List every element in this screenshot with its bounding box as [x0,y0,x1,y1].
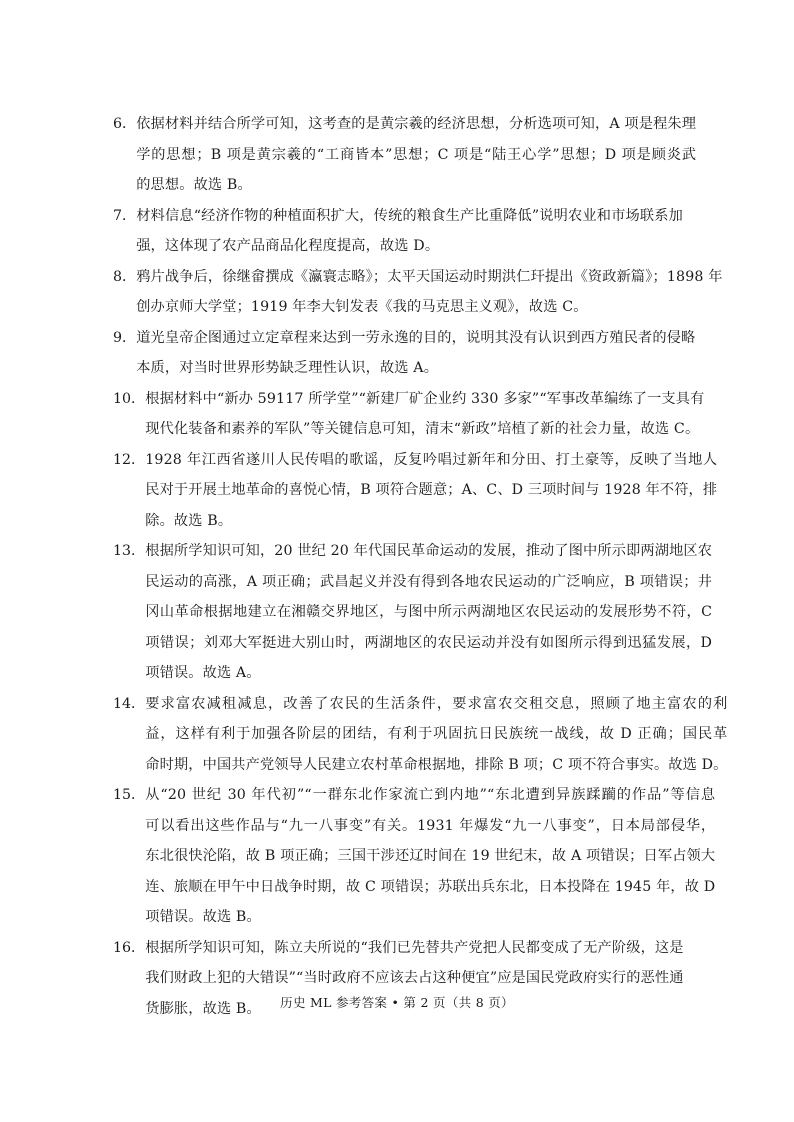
answer-line: 项错误。故选 B。 [145,909,261,925]
answer-number: 6． [113,116,137,132]
answer-text [136,109,696,201]
answer-item [113,689,728,781]
answer-number: 12． [113,451,146,468]
answer-line: 根据所学知识可知，20 世纪 20 年代国民革命运动的发展，推动了图中所示即两湖地区农 [145,543,713,559]
answer-item [113,384,705,445]
answer-line: 益，这样有利于加强各阶层的团结，有利于巩固抗日民族统一战线，故 D 正确；国民革 [145,726,728,742]
answer-number: 9． [113,329,137,346]
answer-line: 除。故选 B。 [145,512,233,529]
answer-item [113,445,718,537]
answer-text [145,536,712,689]
answer-line: 材料信息“经济作物的种植面积扩大，传统的粮食生产比重降低”说明农业和市场联系加 [136,207,683,224]
answer-line: 项错误。故选 A。 [145,665,261,681]
page-footer: 历史 ML 参考答案 • 第 2 页（共 8 页） [280,995,514,1010]
answer-number: 7． [113,207,137,224]
answer-line: 要求富农减租减息，改善了农民的生活条件，要求富农交租交息，照顾了地主富农的利 [145,695,728,712]
answer-number: 8． [113,268,137,285]
answer-line: 民运动的高涨，A 项正确；武昌起义并没有得到各地农民运动的广泛响应，B 项错误；井 [145,573,713,590]
answer-line: 从“20 世纪 30 年代初”“一群东北作家流亡到内地”“东北遭到异族蹂躏的作品”等信息 [145,787,716,803]
answer-line: 道光皇帝企图通过立定章程来达到一劳永逸的目的，说明其没有认识到西方殖民者的侵略 [136,329,696,346]
answer-text [145,445,717,537]
answer-number: 14． [113,695,146,712]
answer-line: 我们财政上犯的大错误”“当时政府不应该去占这种便宜”应是国民党政府实行的恶性通 [145,970,684,986]
answer-item [113,262,723,323]
answer-number: 15． [113,787,146,803]
answer-line: 鸦片战争后，徐继畲撰成《瀛寰志略》；太平天国运动时期洪仁玕提出《资政新篇》；1898 年 [136,268,723,285]
answer-item [113,201,683,262]
answer-line: 依据材料并结合所学可知，这考查的是黄宗羲的经济思想，分析选项可知，A 项是程朱理 [136,116,697,132]
answer-line: 的思想。故选 B。 [136,177,252,193]
answer-number: 10． [113,390,146,407]
answer-text [145,689,727,781]
answer-line: 货膨胀，故选 B。 [145,1000,261,1017]
answer-line: 1928 年江西省遂川人民传唱的歌谣，反复吟唱过新年和分田、打土豪等，反映了当地人 [145,451,718,468]
answer-text [145,384,704,445]
answer-line: 东北很快沦陷，故 B 项正确；三国干涉还辽时间在 19 世纪末，故 A 项错误；日军占领大 [145,848,716,864]
answer-item [113,780,716,933]
answer-line: 命时期，中国共产党领导人民建立农村革命根据地，排除 B 项；C 项不符合事实。故选 D。 [145,756,728,773]
answer-text [136,201,683,262]
answer-line: 创办京师大学堂；1919 年李大钊发表《我的马克思主义观》，故选 C。 [136,299,588,315]
answer-line: 本质，对当时世界形势缺乏理性认识，故选 A。 [136,360,439,376]
answer-line: 根据材料中“新办 59117 所学堂”“新建厂矿企业约 330 多家”“军事改革编练了一支具有 [145,390,705,407]
answer-line: 冈山革命根据地建立在湘赣交界地区，与图中所示两湖地区农民运动的发展形势不符，C [145,604,713,620]
answer-line: 根据所学知识可知，陈立夫所说的“我们已先替共产党把人民都变成了无产阶级，这是 [145,939,684,956]
answer-line: 连、旅顺在甲午中日战争时期，故 C 项错误；苏联出兵东北，日本投降在 1945 年，故 D [145,878,716,895]
answer-line: 项错误；刘邓大军挺进大别山时，两湖地区的农民运动并没有如图所示得到迅猛发展，D [145,634,713,651]
answer-item [113,536,713,689]
answer-item [113,109,697,201]
answer-line: 现代化装备和素养的军队”等关键信息可知，清末“新政”培植了新的社会力量，故选 C。 [145,421,700,437]
answer-line: 学的思想；B 项是黄宗羲的“工商皆本”思想；C 项是“陆王心学”思想；D 项是顾炎武 [136,146,697,163]
answer-number: 13． [113,543,146,559]
answer-line: 强，这体现了农产品商品化程度提高，故选 D。 [136,238,440,254]
answer-line: 民对于开展土地革命的喜悦心情，B 项符合题意；A、C、D 三项时间与 1928 年不符，排 [145,482,718,498]
answer-line: 可以看出这些作品与“九一八事变”有关。1931 年爆发“九一八事变”，日本局部侵华， [145,817,716,834]
answer-text [136,323,695,384]
answer-item [113,323,696,384]
answer-text [145,780,715,933]
answer-number: 16． [113,939,146,956]
answer-list [113,109,728,1024]
answer-text [136,262,722,323]
